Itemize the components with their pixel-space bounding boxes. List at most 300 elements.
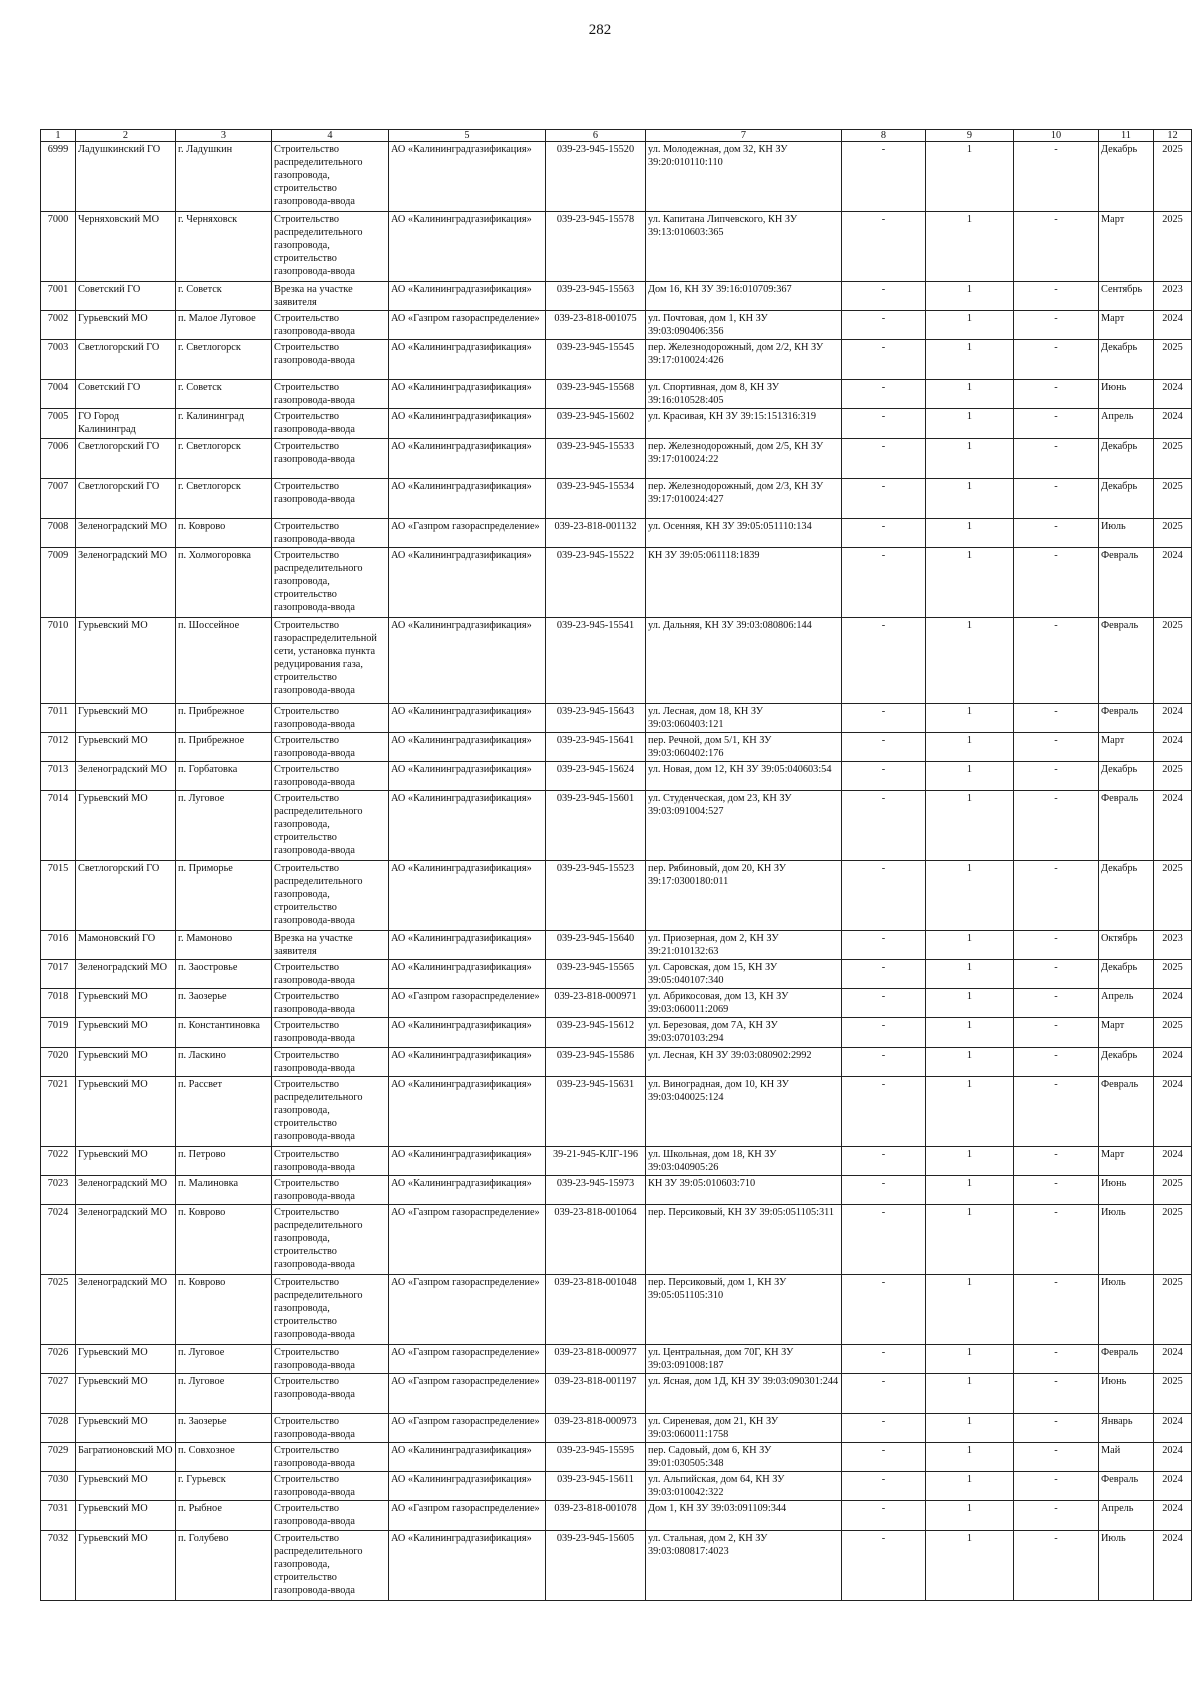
- month-cell: Июль: [1099, 1274, 1154, 1344]
- table-row: [41, 1175, 1192, 1204]
- address-cell: ул. Студенческая, дом 23, КН ЗУ 39:03:091004:527: [646, 791, 842, 861]
- work-type-cell: Строительство газопровода-ввода: [272, 438, 389, 478]
- cell-8-cell: -: [842, 547, 926, 617]
- cell-9-cell: 1: [926, 1175, 1014, 1204]
- month-cell: Апрель: [1099, 409, 1154, 438]
- year-cell: 2025: [1154, 438, 1192, 478]
- month-cell: Октябрь: [1099, 931, 1154, 960]
- application-number-cell: 039-23-945-15605: [546, 1530, 646, 1600]
- settlement-cell: п. Рассвет: [176, 1076, 272, 1146]
- row-number-cell: 7019: [41, 1018, 76, 1047]
- table-row: [41, 931, 1192, 960]
- municipality-cell: Ладушкинский ГО: [76, 142, 176, 212]
- application-number-cell: 039-23-945-15534: [546, 478, 646, 518]
- work-type-cell: Строительство газопровода-ввода: [272, 1443, 389, 1472]
- cell-10-cell: -: [1014, 142, 1099, 212]
- cell-9-cell: 1: [926, 478, 1014, 518]
- cell-9-cell: 1: [926, 1530, 1014, 1600]
- work-type-cell: Строительство газопровода-ввода: [272, 1501, 389, 1530]
- month-cell: Апрель: [1099, 989, 1154, 1018]
- settlement-cell: г. Светлогорск: [176, 438, 272, 478]
- month-cell: Февраль: [1099, 1076, 1154, 1146]
- address-cell: ул. Красивая, КН ЗУ 39:15:151316:319: [646, 409, 842, 438]
- organization-cell: АО «Калининградгазификация»: [389, 1018, 546, 1047]
- application-number-cell: 039-23-945-15522: [546, 547, 646, 617]
- address-cell: ул. Лесная, КН ЗУ 39:03:080902:2992: [646, 1047, 842, 1076]
- cell-8-cell: -: [842, 1274, 926, 1344]
- table-row: [41, 703, 1192, 732]
- table-row: [41, 409, 1192, 438]
- cell-9-cell: 1: [926, 1076, 1014, 1146]
- cell-10-cell: -: [1014, 380, 1099, 409]
- application-number-cell: 039-23-945-15578: [546, 212, 646, 282]
- organization-cell: АО «Калининградгазификация»: [389, 1530, 546, 1600]
- cell-9-cell: 1: [926, 1374, 1014, 1414]
- municipality-cell: Гурьевский МО: [76, 791, 176, 861]
- settlement-cell: п. Коврово: [176, 1204, 272, 1274]
- cell-10-cell: -: [1014, 1076, 1099, 1146]
- cell-8-cell: -: [842, 989, 926, 1018]
- cell-8-cell: -: [842, 518, 926, 547]
- column-header-11: 11: [1099, 130, 1154, 142]
- work-type-cell: Строительство распределительного газопровода, строительство газопровода-ввода: [272, 142, 389, 212]
- table-row: [41, 1076, 1192, 1146]
- month-cell: Декабрь: [1099, 861, 1154, 931]
- table-row: [41, 861, 1192, 931]
- application-number-cell: 039-23-945-15611: [546, 1472, 646, 1501]
- cell-8-cell: -: [842, 212, 926, 282]
- municipality-cell: Зеленоградский МО: [76, 1204, 176, 1274]
- application-number-cell: 039-23-818-000971: [546, 989, 646, 1018]
- settlement-cell: г. Калининград: [176, 409, 272, 438]
- column-header-5: 5: [389, 130, 546, 142]
- address-cell: ул. Ясная, дом 1Д, КН ЗУ 39:03:090301:244: [646, 1374, 842, 1414]
- year-cell: 2025: [1154, 518, 1192, 547]
- organization-cell: АО «Калининградгазификация»: [389, 1472, 546, 1501]
- cell-8-cell: -: [842, 1047, 926, 1076]
- organization-cell: АО «Калининградгазификация»: [389, 547, 546, 617]
- municipality-cell: Зеленоградский МО: [76, 1175, 176, 1204]
- year-cell: 2025: [1154, 1204, 1192, 1274]
- application-number-cell: 039-23-818-000977: [546, 1344, 646, 1373]
- row-number-cell: 7003: [41, 340, 76, 380]
- settlement-cell: п. Заозерье: [176, 1414, 272, 1443]
- month-cell: Декабрь: [1099, 960, 1154, 989]
- cell-10-cell: -: [1014, 1443, 1099, 1472]
- organization-cell: АО «Газпром газораспределение»: [389, 1374, 546, 1414]
- work-type-cell: Строительство газопровода-ввода: [272, 1472, 389, 1501]
- address-cell: ул. Дальняя, КН ЗУ 39:03:080806:144: [646, 617, 842, 703]
- year-cell: 2024: [1154, 547, 1192, 617]
- column-header-2: 2: [76, 130, 176, 142]
- year-cell: 2024: [1154, 791, 1192, 861]
- organization-cell: АО «Калининградгазификация»: [389, 732, 546, 761]
- municipality-cell: Черняховский МО: [76, 212, 176, 282]
- row-number-cell: 7015: [41, 861, 76, 931]
- cell-10-cell: -: [1014, 1374, 1099, 1414]
- work-type-cell: Строительство газопровода-ввода: [272, 703, 389, 732]
- application-number-cell: 039-23-818-001197: [546, 1374, 646, 1414]
- header-row: [41, 130, 1192, 142]
- organization-cell: АО «Калининградгазификация»: [389, 791, 546, 861]
- address-cell: ул. Почтовая, дом 1, КН ЗУ 39:03:090406:356: [646, 311, 842, 340]
- cell-8-cell: -: [842, 409, 926, 438]
- month-cell: Июнь: [1099, 380, 1154, 409]
- year-cell: 2025: [1154, 340, 1192, 380]
- municipality-cell: Светлогорский ГО: [76, 438, 176, 478]
- address-cell: ул. Капитана Липчевского, КН ЗУ 39:13:010603:365: [646, 212, 842, 282]
- cell-9-cell: 1: [926, 547, 1014, 617]
- application-number-cell: 039-23-945-15541: [546, 617, 646, 703]
- settlement-cell: п. Холмогоровка: [176, 547, 272, 617]
- cell-8-cell: -: [842, 1501, 926, 1530]
- cell-10-cell: -: [1014, 409, 1099, 438]
- year-cell: 2024: [1154, 703, 1192, 732]
- row-number-cell: 7018: [41, 989, 76, 1018]
- row-number-cell: 7020: [41, 1047, 76, 1076]
- settlement-cell: п. Ласкино: [176, 1047, 272, 1076]
- settlement-cell: п. Горбатовка: [176, 761, 272, 790]
- row-number-cell: 7014: [41, 791, 76, 861]
- address-cell: пер. Рябиновый, дом 20, КН ЗУ 39:17:0300180:011: [646, 861, 842, 931]
- month-cell: Февраль: [1099, 791, 1154, 861]
- address-cell: пер. Персиковый, дом 1, КН ЗУ 39:05:051105:310: [646, 1274, 842, 1344]
- work-type-cell: Строительство распределительного газопровода, строительство газопровода-ввода: [272, 1274, 389, 1344]
- organization-cell: АО «Калининградгазификация»: [389, 142, 546, 212]
- year-cell: 2024: [1154, 1530, 1192, 1600]
- month-cell: Июнь: [1099, 1175, 1154, 1204]
- cell-8-cell: -: [842, 311, 926, 340]
- application-number-cell: 39-21-945-КЛГ-196: [546, 1146, 646, 1175]
- work-type-cell: Строительство газопровода-ввода: [272, 761, 389, 790]
- year-cell: 2025: [1154, 761, 1192, 790]
- cell-10-cell: -: [1014, 1501, 1099, 1530]
- cell-9-cell: 1: [926, 282, 1014, 311]
- month-cell: Сентябрь: [1099, 282, 1154, 311]
- municipality-cell: Гурьевский МО: [76, 1374, 176, 1414]
- settlement-cell: г. Советск: [176, 380, 272, 409]
- month-cell: Февраль: [1099, 1344, 1154, 1373]
- table-row: [41, 1472, 1192, 1501]
- year-cell: 2025: [1154, 617, 1192, 703]
- row-number-cell: 7032: [41, 1530, 76, 1600]
- municipality-cell: Гурьевский МО: [76, 617, 176, 703]
- month-cell: Февраль: [1099, 703, 1154, 732]
- settlement-cell: п. Коврово: [176, 518, 272, 547]
- table-row: [41, 547, 1192, 617]
- settlement-cell: п. Прибрежное: [176, 732, 272, 761]
- cell-8-cell: -: [842, 617, 926, 703]
- work-type-cell: Строительство газопровода-ввода: [272, 340, 389, 380]
- year-cell: 2025: [1154, 861, 1192, 931]
- work-type-cell: Строительство газопровода-ввода: [272, 960, 389, 989]
- cell-9-cell: 1: [926, 1344, 1014, 1373]
- row-number-cell: 7006: [41, 438, 76, 478]
- table-row: [41, 438, 1192, 478]
- municipality-cell: Зеленоградский МО: [76, 518, 176, 547]
- year-cell: 2025: [1154, 960, 1192, 989]
- municipality-cell: ГО Город Калининград: [76, 409, 176, 438]
- organization-cell: АО «Калининградгазификация»: [389, 1443, 546, 1472]
- organization-cell: АО «Газпром газораспределение»: [389, 1344, 546, 1373]
- work-type-cell: Строительство распределительного газопровода, строительство газопровода-ввода: [272, 547, 389, 617]
- settlement-cell: п. Шоссейное: [176, 617, 272, 703]
- year-cell: 2025: [1154, 1175, 1192, 1204]
- cell-10-cell: -: [1014, 438, 1099, 478]
- year-cell: 2025: [1154, 212, 1192, 282]
- address-cell: ул. Виноградная, дом 10, КН ЗУ 39:03:040025:124: [646, 1076, 842, 1146]
- municipality-cell: Мамоновский ГО: [76, 931, 176, 960]
- work-type-cell: Строительство газопровода-ввода: [272, 311, 389, 340]
- application-number-cell: 039-23-818-000973: [546, 1414, 646, 1443]
- settlement-cell: п. Луговое: [176, 1374, 272, 1414]
- work-type-cell: Строительство газопровода-ввода: [272, 1018, 389, 1047]
- cell-10-cell: -: [1014, 1472, 1099, 1501]
- cell-8-cell: -: [842, 1530, 926, 1600]
- address-cell: ул. Березовая, дом 7А, КН ЗУ 39:03:070103:294: [646, 1018, 842, 1047]
- cell-9-cell: 1: [926, 1204, 1014, 1274]
- cell-10-cell: -: [1014, 931, 1099, 960]
- organization-cell: АО «Калининградгазификация»: [389, 478, 546, 518]
- settlement-cell: г. Ладушкин: [176, 142, 272, 212]
- cell-9-cell: 1: [926, 1018, 1014, 1047]
- table-row: [41, 1443, 1192, 1472]
- municipality-cell: Гурьевский МО: [76, 1501, 176, 1530]
- year-cell: 2024: [1154, 1472, 1192, 1501]
- cell-8-cell: -: [842, 478, 926, 518]
- table-row: [41, 478, 1192, 518]
- year-cell: 2024: [1154, 1501, 1192, 1530]
- row-number-cell: 7024: [41, 1204, 76, 1274]
- work-type-cell: Строительство газопровода-ввода: [272, 1414, 389, 1443]
- settlement-cell: п. Малое Луговое: [176, 311, 272, 340]
- work-type-cell: Врезка на участке заявителя: [272, 282, 389, 311]
- municipality-cell: Гурьевский МО: [76, 1076, 176, 1146]
- application-number-cell: 039-23-945-15624: [546, 761, 646, 790]
- work-type-cell: Строительство газопровода-ввода: [272, 1374, 389, 1414]
- settlement-cell: п. Заостровье: [176, 960, 272, 989]
- address-cell: ул. Молодежная, дом 32, КН ЗУ 39:20:010110:110: [646, 142, 842, 212]
- column-header-10: 10: [1014, 130, 1099, 142]
- municipality-cell: Зеленоградский МО: [76, 960, 176, 989]
- cell-9-cell: 1: [926, 931, 1014, 960]
- year-cell: 2024: [1154, 1076, 1192, 1146]
- table-header: [41, 130, 1192, 142]
- table-row: [41, 282, 1192, 311]
- municipality-cell: Гурьевский МО: [76, 1018, 176, 1047]
- cell-8-cell: -: [842, 282, 926, 311]
- cell-9-cell: 1: [926, 1501, 1014, 1530]
- year-cell: 2024: [1154, 732, 1192, 761]
- cell-9-cell: 1: [926, 960, 1014, 989]
- application-number-cell: 039-23-818-001132: [546, 518, 646, 547]
- work-type-cell: Строительство распределительного газопровода, строительство газопровода-ввода: [272, 1076, 389, 1146]
- table-row: [41, 1414, 1192, 1443]
- municipality-cell: Советский ГО: [76, 282, 176, 311]
- work-type-cell: Строительство газопровода-ввода: [272, 1344, 389, 1373]
- cell-9-cell: 1: [926, 1414, 1014, 1443]
- table-row: [41, 1374, 1192, 1414]
- cell-8-cell: -: [842, 1374, 926, 1414]
- address-cell: пер. Речной, дом 5/1, КН ЗУ 39:03:060402:176: [646, 732, 842, 761]
- table-row: [41, 791, 1192, 861]
- cell-9-cell: 1: [926, 518, 1014, 547]
- settlement-cell: п. Луговое: [176, 1344, 272, 1373]
- cell-10-cell: -: [1014, 732, 1099, 761]
- organization-cell: АО «Газпром газораспределение»: [389, 1204, 546, 1274]
- work-type-cell: Строительство распределительного газопровода, строительство газопровода-ввода: [272, 1530, 389, 1600]
- settlement-cell: г. Светлогорск: [176, 478, 272, 518]
- settlement-cell: г. Гурьевск: [176, 1472, 272, 1501]
- cell-10-cell: -: [1014, 1018, 1099, 1047]
- cell-10-cell: -: [1014, 861, 1099, 931]
- year-cell: 2025: [1154, 142, 1192, 212]
- row-number-cell: 7029: [41, 1443, 76, 1472]
- table-row: [41, 340, 1192, 380]
- year-cell: 2023: [1154, 931, 1192, 960]
- municipality-cell: Гурьевский МО: [76, 1414, 176, 1443]
- row-number-cell: 7022: [41, 1146, 76, 1175]
- month-cell: Июль: [1099, 518, 1154, 547]
- organization-cell: АО «Газпром газораспределение»: [389, 311, 546, 340]
- row-number-cell: 7028: [41, 1414, 76, 1443]
- cell-9-cell: 1: [926, 989, 1014, 1018]
- work-type-cell: Строительство распределительного газопровода, строительство газопровода-ввода: [272, 1204, 389, 1274]
- application-number-cell: 039-23-945-15640: [546, 931, 646, 960]
- organization-cell: АО «Калининградгазификация»: [389, 960, 546, 989]
- application-number-cell: 039-23-945-15520: [546, 142, 646, 212]
- month-cell: Июль: [1099, 1204, 1154, 1274]
- municipality-cell: Гурьевский МО: [76, 1344, 176, 1373]
- cell-9-cell: 1: [926, 1443, 1014, 1472]
- municipality-cell: Гурьевский МО: [76, 1146, 176, 1175]
- month-cell: Июль: [1099, 1530, 1154, 1600]
- year-cell: 2024: [1154, 1443, 1192, 1472]
- address-cell: Дом 1, КН ЗУ 39:03:091109:344: [646, 1501, 842, 1530]
- cell-8-cell: -: [842, 1414, 926, 1443]
- application-number-cell: 039-23-945-15631: [546, 1076, 646, 1146]
- cell-9-cell: 1: [926, 340, 1014, 380]
- work-type-cell: Строительство газопровода-ввода: [272, 380, 389, 409]
- organization-cell: АО «Калининградгазификация»: [389, 1047, 546, 1076]
- column-header-1: 1: [41, 130, 76, 142]
- address-cell: ул. Осенняя, КН ЗУ 39:05:051110:134: [646, 518, 842, 547]
- table-row: [41, 761, 1192, 790]
- municipality-cell: Гурьевский МО: [76, 703, 176, 732]
- cell-10-cell: -: [1014, 282, 1099, 311]
- application-number-cell: 039-23-945-15586: [546, 1047, 646, 1076]
- cell-10-cell: -: [1014, 761, 1099, 790]
- address-cell: пер. Садовый, дом 6, КН ЗУ 39:01:030505:348: [646, 1443, 842, 1472]
- cell-9-cell: 1: [926, 791, 1014, 861]
- application-number-cell: 039-23-945-15973: [546, 1175, 646, 1204]
- municipality-cell: Светлогорский ГО: [76, 478, 176, 518]
- organization-cell: АО «Калининградгазификация»: [389, 861, 546, 931]
- cell-9-cell: 1: [926, 703, 1014, 732]
- month-cell: Февраль: [1099, 1472, 1154, 1501]
- municipality-cell: Гурьевский МО: [76, 1472, 176, 1501]
- row-number-cell: 7027: [41, 1374, 76, 1414]
- year-cell: 2024: [1154, 380, 1192, 409]
- municipality-cell: Зеленоградский МО: [76, 1274, 176, 1344]
- settlement-cell: п. Заозерье: [176, 989, 272, 1018]
- year-cell: 2024: [1154, 1146, 1192, 1175]
- address-cell: пер. Железнодорожный, дом 2/3, КН ЗУ 39:17:010024:427: [646, 478, 842, 518]
- work-type-cell: Строительство газопровода-ввода: [272, 518, 389, 547]
- work-type-cell: Строительство газопровода-ввода: [272, 1146, 389, 1175]
- row-number-cell: 7001: [41, 282, 76, 311]
- cell-9-cell: 1: [926, 617, 1014, 703]
- cell-9-cell: 1: [926, 1274, 1014, 1344]
- cell-8-cell: -: [842, 703, 926, 732]
- address-cell: ул. Лесная, дом 18, КН ЗУ 39:03:060403:121: [646, 703, 842, 732]
- work-type-cell: Строительство распределительного газопровода, строительство газопровода-ввода: [272, 861, 389, 931]
- column-header-7: 7: [646, 130, 842, 142]
- settlement-cell: г. Мамоново: [176, 931, 272, 960]
- settlement-cell: г. Советск: [176, 282, 272, 311]
- work-type-cell: Строительство распределительного газопровода, строительство газопровода-ввода: [272, 212, 389, 282]
- table-row: [41, 1344, 1192, 1373]
- row-number-cell: 7012: [41, 732, 76, 761]
- cell-10-cell: -: [1014, 547, 1099, 617]
- address-cell: пер. Персиковый, КН ЗУ 39:05:051105:311: [646, 1204, 842, 1274]
- cell-8-cell: -: [842, 1175, 926, 1204]
- address-cell: ул. Абрикосовая, дом 13, КН ЗУ 39:03:060011:2069: [646, 989, 842, 1018]
- row-number-cell: 7031: [41, 1501, 76, 1530]
- application-number-cell: 039-23-818-001078: [546, 1501, 646, 1530]
- month-cell: Декабрь: [1099, 142, 1154, 212]
- year-cell: 2024: [1154, 989, 1192, 1018]
- cell-8-cell: -: [842, 960, 926, 989]
- work-type-cell: Строительство газопровода-ввода: [272, 409, 389, 438]
- table-row: [41, 1204, 1192, 1274]
- cell-10-cell: -: [1014, 311, 1099, 340]
- work-type-cell: Строительство газопровода-ввода: [272, 478, 389, 518]
- settlement-cell: п. Коврово: [176, 1274, 272, 1344]
- address-cell: ул. Сиреневая, дом 21, КН ЗУ 39:03:060011:1758: [646, 1414, 842, 1443]
- settlement-cell: п. Петрово: [176, 1146, 272, 1175]
- cell-8-cell: -: [842, 1443, 926, 1472]
- year-cell: 2025: [1154, 478, 1192, 518]
- month-cell: Март: [1099, 1146, 1154, 1175]
- column-header-8: 8: [842, 130, 926, 142]
- row-number-cell: 7030: [41, 1472, 76, 1501]
- organization-cell: АО «Калининградгазификация»: [389, 703, 546, 732]
- row-number-cell: 7010: [41, 617, 76, 703]
- row-number-cell: 7026: [41, 1344, 76, 1373]
- municipality-cell: Гурьевский МО: [76, 989, 176, 1018]
- table-row: [41, 311, 1192, 340]
- cell-8-cell: -: [842, 142, 926, 212]
- address-cell: пер. Железнодорожный, дом 2/2, КН ЗУ 39:17:010024:426: [646, 340, 842, 380]
- cell-8-cell: -: [842, 931, 926, 960]
- cell-10-cell: -: [1014, 1204, 1099, 1274]
- organization-cell: АО «Калининградгазификация»: [389, 1146, 546, 1175]
- cell-10-cell: -: [1014, 1414, 1099, 1443]
- application-number-cell: 039-23-818-001075: [546, 311, 646, 340]
- cell-10-cell: -: [1014, 1344, 1099, 1373]
- work-type-cell: Строительство газопровода-ввода: [272, 1175, 389, 1204]
- organization-cell: АО «Калининградгазификация»: [389, 282, 546, 311]
- work-type-cell: Врезка на участке заявителя: [272, 931, 389, 960]
- registry-table: [40, 129, 1192, 1601]
- year-cell: 2024: [1154, 409, 1192, 438]
- municipality-cell: Гурьевский МО: [76, 732, 176, 761]
- year-cell: 2024: [1154, 1047, 1192, 1076]
- cell-10-cell: -: [1014, 478, 1099, 518]
- organization-cell: АО «Калининградгазификация»: [389, 1175, 546, 1204]
- settlement-cell: г. Черняховск: [176, 212, 272, 282]
